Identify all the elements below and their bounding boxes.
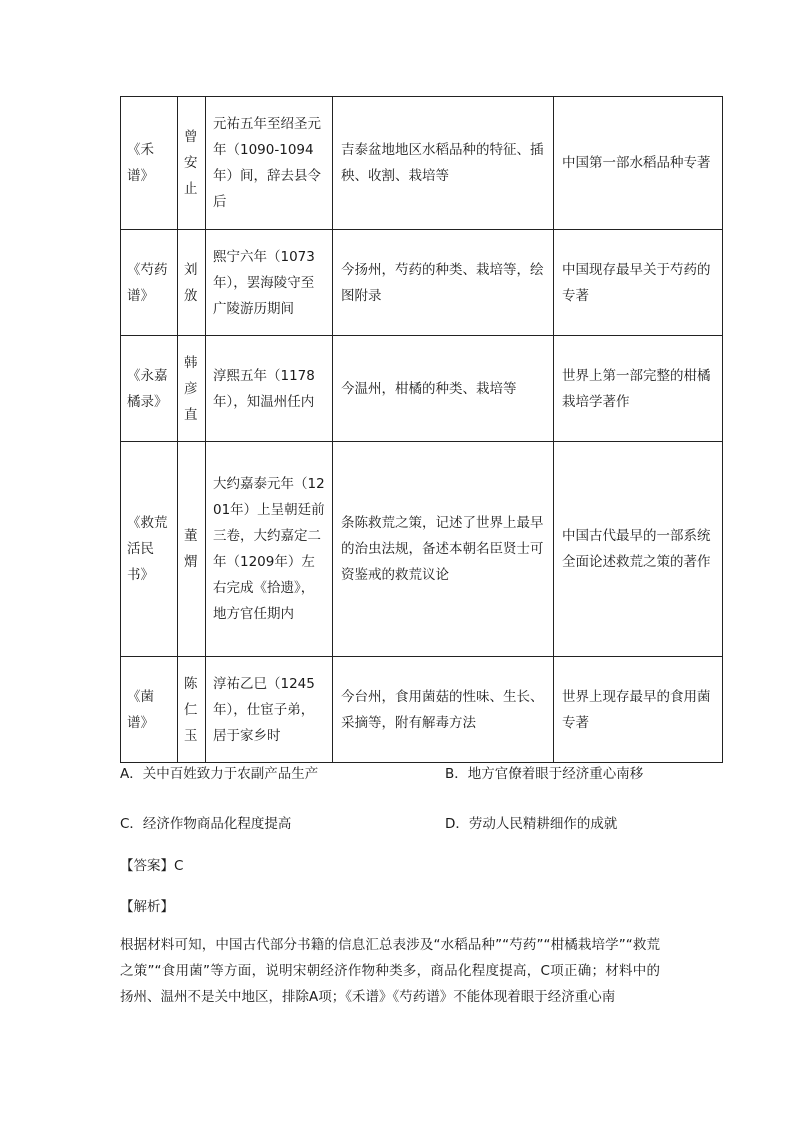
book-author: 刘攽 bbox=[178, 230, 206, 336]
book-status: 中国第一部水稻品种专著 bbox=[554, 97, 723, 230]
book-time: 淳祐乙巳（1245年），仕宦子弟，居于家乡时 bbox=[206, 657, 333, 763]
book-content: 吉泰盆地地区水稻品种的特征、插秧、收割、栽培等 bbox=[333, 97, 554, 230]
book-time: 元祐五年至绍圣元年（1090-1094年）间，辞去县令后 bbox=[206, 97, 333, 230]
book-time: 熙宁六年（1073年），罢海陵守至广陵游历期间 bbox=[206, 230, 333, 336]
option-b: B．地方官僚着眼于经济重心南移 bbox=[445, 766, 644, 782]
book-author: 陈仁玉 bbox=[178, 657, 206, 763]
book-time: 淳熙五年（1178年），知温州任内 bbox=[206, 336, 333, 442]
analysis-heading: 【解析】 bbox=[120, 899, 174, 915]
book-content: 今扬州，芍药的种类、栽培等，绘图附录 bbox=[333, 230, 554, 336]
book-time: 大约嘉泰元年（1201年）上呈朝廷前三卷，大约嘉定二年（1209年）左右完成《拾遗》，地方官任期内 bbox=[206, 442, 333, 657]
table-row bbox=[121, 442, 723, 657]
option-a: A．关中百姓致力于农副产品生产 bbox=[120, 766, 319, 782]
option-c: C．经济作物商品化程度提高 bbox=[120, 816, 292, 832]
books-table bbox=[120, 96, 723, 763]
book-title: 《永嘉橘录》 bbox=[121, 336, 178, 442]
book-author: 曾安止 bbox=[178, 97, 206, 230]
table-row bbox=[121, 657, 723, 763]
book-status: 中国古代最早的一部系统全面论述救荒之策的著作 bbox=[554, 442, 723, 657]
table-row bbox=[121, 97, 723, 230]
table-row bbox=[121, 230, 723, 336]
book-title: 《禾谱》 bbox=[121, 97, 178, 230]
answer-line: 【答案】C bbox=[120, 858, 184, 874]
book-author: 韩彦直 bbox=[178, 336, 206, 442]
book-author: 董煟 bbox=[178, 442, 206, 657]
book-content: 今台州，食用菌菇的性味、生长、采摘等，附有解毒方法 bbox=[333, 657, 554, 763]
book-title: 《救荒活民书》 bbox=[121, 442, 178, 657]
book-title: 《菌谱》 bbox=[121, 657, 178, 763]
option-d: D．劳动人民精耕细作的成就 bbox=[445, 816, 618, 832]
book-title: 《芍药谱》 bbox=[121, 230, 178, 336]
book-status: 世界上第一部完整的柑橘栽培学著作 bbox=[554, 336, 723, 442]
book-content: 条陈救荒之策，记述了世界上最早的治虫法规，备述本朝名臣贤士可资鉴戒的救荒议论 bbox=[333, 442, 554, 657]
book-status: 世界上现存最早的食用菌专著 bbox=[554, 657, 723, 763]
book-status: 中国现存最早关于芍药的专著 bbox=[554, 230, 723, 336]
book-content: 今温州，柑橘的种类、栽培等 bbox=[333, 336, 554, 442]
analysis-paragraph: 根据材料可知，中国古代部分书籍的信息汇总表涉及“水稻品种”“芍药”“柑橘栽培学”“救荒之策”“食用菌”等方面，说明宋朝经济作物种类多，商品化程度提高，C项正确；材料中的扬州、温州不是关中地区，排除A项；《禾谱》《芍药谱》不能体现着眼于经济重心南 bbox=[120, 937, 660, 1005]
table-row bbox=[121, 336, 723, 442]
